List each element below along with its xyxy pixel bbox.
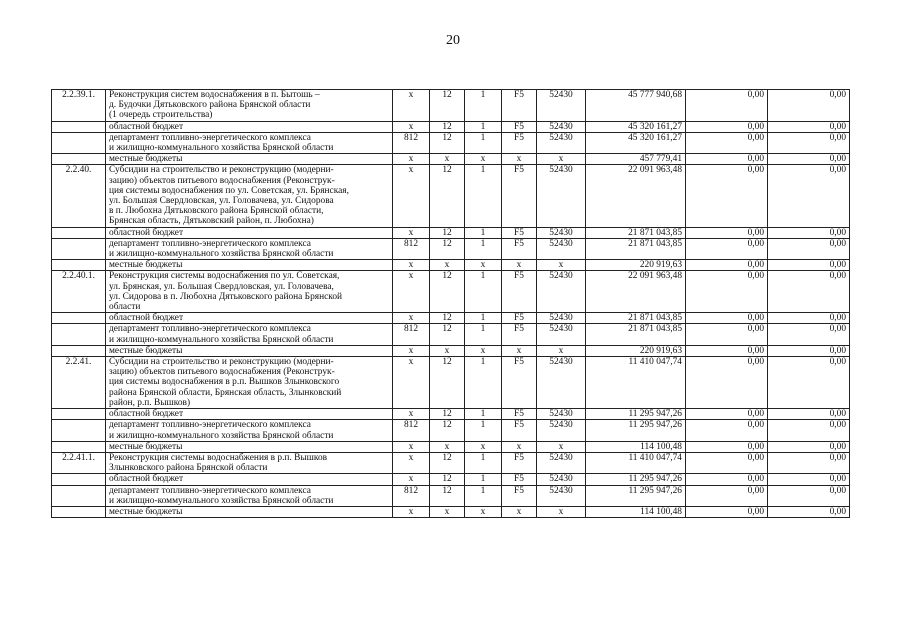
row-program-code-cell: F5: [502, 313, 537, 324]
row-grbs-cell: x: [393, 345, 430, 356]
row-direction-code-cell: 52430: [537, 474, 586, 485]
row-grbs-cell: x: [393, 271, 430, 313]
row-section-cell: 12: [430, 485, 465, 506]
row-amount-year1-cell: 220 919,63: [586, 260, 686, 271]
row-direction-code-cell: 52430: [537, 324, 586, 345]
row-section-cell: 12: [430, 132, 465, 153]
row-section-cell: 12: [430, 420, 465, 441]
row-code-cell: [52, 324, 106, 345]
row-code-cell: [52, 506, 106, 517]
row-amount-year1-cell: 21 871 043,85: [586, 313, 686, 324]
row-direction-code-cell: 52430: [537, 227, 586, 238]
row-description-cell: Субсидии на строительство и реконструкцию (модерни- зацию) объектов питьевого водоснабжения (Реконструк- ция системы водоснабжения в р.п. Вышков Злынковского района Брянской области, Брянская область, Злынковский район, р.п. Вышков): [106, 357, 393, 409]
row-amount-year2-cell: 0,00: [686, 90, 768, 122]
row-direction-code-cell: x: [537, 441, 586, 452]
row-amount-year3-cell: 0,00: [768, 485, 850, 506]
row-section-cell: x: [430, 441, 465, 452]
row-section-cell: 12: [430, 271, 465, 313]
row-direction-code-cell: x: [537, 154, 586, 165]
table-row: [52, 441, 850, 452]
row-amount-year2-cell: 0,00: [686, 324, 768, 345]
row-direction-code-cell: 52430: [537, 132, 586, 153]
row-grbs-cell: 812: [393, 420, 430, 441]
row-description-cell: областной бюджет: [106, 121, 393, 132]
row-section-cell: 12: [430, 227, 465, 238]
row-description-cell: Субсидии на строительство и реконструкцию (модерни- зацию) объектов питьевого водоснабжения (Реконструк- ция системы водоснабжения по ул. Советская, ул. Брянская, ул. Большая Свердловская, ул. Головачева, ул. Сидорова в п. Любохна Дятьковского района Брянской области, Брянская область, Дятьковский район, п. Любохна): [106, 165, 393, 227]
row-description-cell: Реконструкция системы водоснабжения в р.п. Вышков Злынковского района Брянской области: [106, 452, 393, 473]
row-description-cell: областной бюджет: [106, 409, 393, 420]
row-program-code-cell: F5: [502, 452, 537, 473]
row-direction-code-cell: 52430: [537, 271, 586, 313]
row-subsection-cell: 1: [465, 227, 502, 238]
row-amount-year2-cell: 0,00: [686, 165, 768, 227]
row-amount-year3-cell: 0,00: [768, 420, 850, 441]
table-row: [52, 271, 850, 313]
row-subsection-cell: 1: [465, 409, 502, 420]
row-amount-year1-cell: 45 777 940,68: [586, 90, 686, 122]
row-code-cell: [52, 345, 106, 356]
row-amount-year3-cell: 0,00: [768, 474, 850, 485]
table-row: [52, 324, 850, 345]
row-amount-year2-cell: 0,00: [686, 260, 768, 271]
row-amount-year1-cell: 21 871 043,85: [586, 227, 686, 238]
row-subsection-cell: 1: [465, 474, 502, 485]
row-amount-year1-cell: 114 100,48: [586, 441, 686, 452]
row-description-cell: департамент топливно-энергетического комплекса и жилищно-коммунального хозяйства Брянской области: [106, 324, 393, 345]
row-description-cell: департамент топливно-энергетического комплекса и жилищно-коммунального хозяйства Брянской области: [106, 420, 393, 441]
row-subsection-cell: 1: [465, 420, 502, 441]
table-row: [52, 409, 850, 420]
row-section-cell: 12: [430, 474, 465, 485]
row-code-cell: 2.2.41.1.: [52, 452, 106, 473]
row-code-cell: [52, 132, 106, 153]
table-row: [52, 154, 850, 165]
row-subsection-cell: 1: [465, 485, 502, 506]
row-amount-year1-cell: 220 919,63: [586, 345, 686, 356]
row-code-cell: [52, 409, 106, 420]
row-description-cell: местные бюджеты: [106, 441, 393, 452]
row-direction-code-cell: x: [537, 506, 586, 517]
row-description-cell: областной бюджет: [106, 474, 393, 485]
row-program-code-cell: F5: [502, 90, 537, 122]
row-amount-year2-cell: 0,00: [686, 409, 768, 420]
row-amount-year1-cell: 45 320 161,27: [586, 132, 686, 153]
row-section-cell: 12: [430, 90, 465, 122]
row-program-code-cell: x: [502, 154, 537, 165]
row-amount-year2-cell: 0,00: [686, 452, 768, 473]
row-amount-year2-cell: 0,00: [686, 441, 768, 452]
row-amount-year2-cell: 0,00: [686, 154, 768, 165]
table-row: [52, 452, 850, 473]
row-amount-year2-cell: 0,00: [686, 474, 768, 485]
row-grbs-cell: x: [393, 357, 430, 409]
row-amount-year1-cell: 11 295 947,26: [586, 474, 686, 485]
row-section-cell: 12: [430, 452, 465, 473]
row-amount-year2-cell: 0,00: [686, 227, 768, 238]
row-direction-code-cell: x: [537, 345, 586, 356]
table-row: [52, 313, 850, 324]
row-section-cell: x: [430, 506, 465, 517]
table-row: [52, 121, 850, 132]
row-amount-year3-cell: 0,00: [768, 324, 850, 345]
row-section-cell: 12: [430, 165, 465, 227]
table-row: [52, 485, 850, 506]
row-description-cell: областной бюджет: [106, 313, 393, 324]
row-grbs-cell: x: [393, 154, 430, 165]
row-grbs-cell: x: [393, 441, 430, 452]
row-code-cell: [52, 474, 106, 485]
row-amount-year3-cell: 0,00: [768, 227, 850, 238]
row-direction-code-cell: 52430: [537, 165, 586, 227]
row-amount-year1-cell: 11 410 047,74: [586, 452, 686, 473]
row-amount-year2-cell: 0,00: [686, 121, 768, 132]
row-subsection-cell: 1: [465, 238, 502, 259]
row-description-cell: департамент топливно-энергетического комплекса и жилищно-коммунального хозяйства Брянской области: [106, 238, 393, 259]
row-amount-year3-cell: 0,00: [768, 452, 850, 473]
row-subsection-cell: x: [465, 506, 502, 517]
row-code-cell: [52, 238, 106, 259]
row-grbs-cell: x: [393, 227, 430, 238]
row-subsection-cell: x: [465, 441, 502, 452]
row-amount-year2-cell: 0,00: [686, 485, 768, 506]
row-direction-code-cell: 52430: [537, 420, 586, 441]
page-number: 20: [446, 33, 460, 48]
row-amount-year3-cell: 0,00: [768, 506, 850, 517]
row-amount-year3-cell: 0,00: [768, 313, 850, 324]
row-code-cell: [52, 441, 106, 452]
row-subsection-cell: 1: [465, 357, 502, 409]
row-subsection-cell: 1: [465, 452, 502, 473]
row-subsection-cell: 1: [465, 324, 502, 345]
row-amount-year2-cell: 0,00: [686, 313, 768, 324]
row-amount-year1-cell: 21 871 043,85: [586, 324, 686, 345]
row-amount-year1-cell: 11 410 047,74: [586, 357, 686, 409]
row-code-cell: 2.2.39.1.: [52, 90, 106, 122]
row-program-code-cell: F5: [502, 132, 537, 153]
table-row: [52, 227, 850, 238]
row-amount-year3-cell: 0,00: [768, 121, 850, 132]
row-grbs-cell: 812: [393, 238, 430, 259]
table-row: [52, 90, 850, 122]
row-amount-year3-cell: 0,00: [768, 260, 850, 271]
row-amount-year3-cell: 0,00: [768, 357, 850, 409]
row-section-cell: 12: [430, 324, 465, 345]
row-grbs-cell: x: [393, 90, 430, 122]
table-row: [52, 165, 850, 227]
row-subsection-cell: 1: [465, 271, 502, 313]
row-program-code-cell: x: [502, 345, 537, 356]
row-code-cell: [52, 420, 106, 441]
row-program-code-cell: F5: [502, 474, 537, 485]
row-grbs-cell: x: [393, 121, 430, 132]
row-program-code-cell: F5: [502, 238, 537, 259]
row-program-code-cell: F5: [502, 324, 537, 345]
row-direction-code-cell: 52430: [537, 121, 586, 132]
row-program-code-cell: F5: [502, 485, 537, 506]
row-grbs-cell: x: [393, 506, 430, 517]
row-program-code-cell: F5: [502, 227, 537, 238]
row-program-code-cell: F5: [502, 121, 537, 132]
row-amount-year1-cell: 21 871 043,85: [586, 238, 686, 259]
budget-table: [51, 89, 850, 518]
row-direction-code-cell: 52430: [537, 90, 586, 122]
table-row: [52, 474, 850, 485]
row-section-cell: x: [430, 345, 465, 356]
row-section-cell: 12: [430, 409, 465, 420]
row-amount-year1-cell: 11 295 947,26: [586, 409, 686, 420]
row-code-cell: [52, 154, 106, 165]
row-amount-year3-cell: 0,00: [768, 271, 850, 313]
row-amount-year2-cell: 0,00: [686, 271, 768, 313]
row-grbs-cell: x: [393, 165, 430, 227]
table-row: [52, 238, 850, 259]
row-section-cell: x: [430, 154, 465, 165]
row-subsection-cell: x: [465, 345, 502, 356]
table-row: [52, 357, 850, 409]
row-direction-code-cell: x: [537, 260, 586, 271]
row-direction-code-cell: 52430: [537, 238, 586, 259]
row-grbs-cell: x: [393, 474, 430, 485]
row-subsection-cell: 1: [465, 313, 502, 324]
row-program-code-cell: F5: [502, 420, 537, 441]
row-section-cell: x: [430, 260, 465, 271]
row-program-code-cell: x: [502, 506, 537, 517]
row-amount-year2-cell: 0,00: [686, 238, 768, 259]
row-amount-year3-cell: 0,00: [768, 154, 850, 165]
row-amount-year1-cell: 11 295 947,26: [586, 485, 686, 506]
row-amount-year3-cell: 0,00: [768, 90, 850, 122]
row-program-code-cell: F5: [502, 271, 537, 313]
row-amount-year2-cell: 0,00: [686, 506, 768, 517]
row-section-cell: 12: [430, 238, 465, 259]
row-program-code-cell: x: [502, 260, 537, 271]
table-row: [52, 345, 850, 356]
row-code-cell: 2.2.40.: [52, 165, 106, 227]
row-amount-year1-cell: 22 091 963,48: [586, 271, 686, 313]
row-amount-year1-cell: 11 295 947,26: [586, 420, 686, 441]
row-amount-year1-cell: 457 779,41: [586, 154, 686, 165]
row-section-cell: 12: [430, 313, 465, 324]
row-subsection-cell: 1: [465, 90, 502, 122]
row-amount-year2-cell: 0,00: [686, 345, 768, 356]
row-direction-code-cell: 52430: [537, 357, 586, 409]
row-description-cell: Реконструкция систем водоснабжения в п. Бытошь – д. Будочки Дятьковского района Брянской области (1 очередь строительства): [106, 90, 393, 122]
row-grbs-cell: 812: [393, 324, 430, 345]
table-row: [52, 420, 850, 441]
row-direction-code-cell: 52430: [537, 452, 586, 473]
row-section-cell: 12: [430, 357, 465, 409]
row-amount-year2-cell: 0,00: [686, 420, 768, 441]
row-subsection-cell: x: [465, 260, 502, 271]
row-description-cell: Реконструкция системы водоснабжения по ул. Советская, ул. Брянская, ул. Большая Свердловская, ул. Головачева, ул. Сидорова в п. Любохна Дятьковского района Брянской области: [106, 271, 393, 313]
row-grbs-cell: 812: [393, 485, 430, 506]
row-amount-year3-cell: 0,00: [768, 238, 850, 259]
row-code-cell: 2.2.41.: [52, 357, 106, 409]
row-subsection-cell: 1: [465, 132, 502, 153]
row-subsection-cell: x: [465, 154, 502, 165]
table-row: [52, 506, 850, 517]
row-amount-year1-cell: 114 100,48: [586, 506, 686, 517]
row-code-cell: [52, 485, 106, 506]
row-program-code-cell: F5: [502, 357, 537, 409]
row-subsection-cell: 1: [465, 121, 502, 132]
row-amount-year3-cell: 0,00: [768, 132, 850, 153]
row-description-cell: департамент топливно-энергетического комплекса и жилищно-коммунального хозяйства Брянской области: [106, 485, 393, 506]
row-amount-year2-cell: 0,00: [686, 357, 768, 409]
row-grbs-cell: x: [393, 452, 430, 473]
row-code-cell: [52, 227, 106, 238]
row-amount-year1-cell: 45 320 161,27: [586, 121, 686, 132]
row-program-code-cell: x: [502, 441, 537, 452]
row-description-cell: департамент топливно-энергетического комплекса и жилищно-коммунального хозяйства Брянской области: [106, 132, 393, 153]
row-code-cell: [52, 121, 106, 132]
row-code-cell: [52, 313, 106, 324]
row-amount-year2-cell: 0,00: [686, 132, 768, 153]
table-row: [52, 260, 850, 271]
row-grbs-cell: x: [393, 313, 430, 324]
row-code-cell: [52, 260, 106, 271]
row-description-cell: местные бюджеты: [106, 506, 393, 517]
row-grbs-cell: 812: [393, 132, 430, 153]
row-program-code-cell: F5: [502, 165, 537, 227]
row-section-cell: 12: [430, 121, 465, 132]
row-grbs-cell: x: [393, 409, 430, 420]
row-description-cell: областной бюджет: [106, 227, 393, 238]
row-direction-code-cell: 52430: [537, 409, 586, 420]
row-code-cell: 2.2.40.1.: [52, 271, 106, 313]
row-amount-year3-cell: 0,00: [768, 441, 850, 452]
row-direction-code-cell: 52430: [537, 313, 586, 324]
row-amount-year3-cell: 0,00: [768, 409, 850, 420]
row-description-cell: местные бюджеты: [106, 260, 393, 271]
row-amount-year1-cell: 22 091 963,48: [586, 165, 686, 227]
row-amount-year3-cell: 0,00: [768, 345, 850, 356]
table-row: [52, 132, 850, 153]
row-program-code-cell: F5: [502, 409, 537, 420]
row-description-cell: местные бюджеты: [106, 345, 393, 356]
row-direction-code-cell: 52430: [537, 485, 586, 506]
row-grbs-cell: x: [393, 260, 430, 271]
row-subsection-cell: 1: [465, 165, 502, 227]
row-amount-year3-cell: 0,00: [768, 165, 850, 227]
row-description-cell: местные бюджеты: [106, 154, 393, 165]
